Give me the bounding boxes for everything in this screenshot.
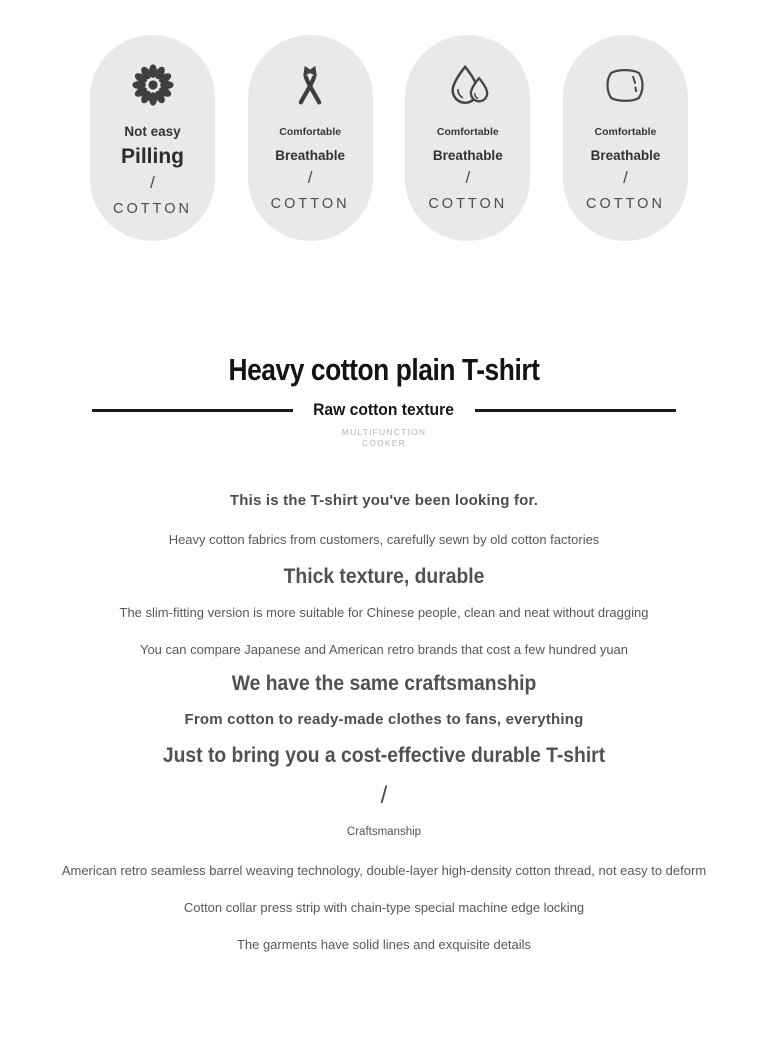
water-drops-icon xyxy=(445,61,491,109)
badge-keyword: Breathable xyxy=(432,148,503,163)
tagline-line2: COOKER xyxy=(361,437,407,448)
description-heading: Just to bring you a cost-effective durable T-shirt xyxy=(162,744,606,767)
description-line: Heavy cotton fabrics from customers, carefully sewn by old cotton factories xyxy=(168,532,600,547)
section-divider xyxy=(0,400,768,420)
badge-material: COTTON xyxy=(113,201,192,217)
badge-caption: Comfortable xyxy=(436,126,499,138)
badge-slash: / xyxy=(623,168,628,187)
pillow-icon xyxy=(602,61,648,109)
badge-keyword: Breathable xyxy=(590,148,661,163)
page-title: Heavy cotton plain T-shirt xyxy=(228,352,540,387)
description-line: The garments have solid lines and exquisite details xyxy=(236,937,532,952)
description-heading: Thick texture, durable xyxy=(283,565,485,588)
description-heading: We have the same craftsmanship xyxy=(231,672,537,695)
feature-badge-breathable-2 xyxy=(405,35,530,241)
slash-separator: / xyxy=(380,782,388,809)
feature-badge-breathable-3 xyxy=(563,35,688,241)
product-detail-page xyxy=(0,35,768,1059)
badge-slash: / xyxy=(150,173,155,192)
divider-line-left xyxy=(92,409,293,412)
badge-material: COTTON xyxy=(428,196,508,212)
feature-badges-row xyxy=(90,35,688,241)
description-line: Cotton collar press strip with chain-type special machine edge locking xyxy=(183,900,585,915)
crossed-arrows-icon xyxy=(288,61,332,109)
flower-icon xyxy=(130,61,176,109)
description-line: You can compare Japanese and American retro brands that cost a few hundred yuan xyxy=(139,642,629,657)
badge-slash: / xyxy=(465,168,471,187)
description xyxy=(0,492,768,953)
badge-slash: / xyxy=(307,168,313,187)
feature-badge-breathable-1 xyxy=(248,35,373,241)
description-line: American retro seamless barrel weaving technology, double-layer high-density cotton thread, not easy to deform xyxy=(61,863,707,878)
description-line: From cotton to ready-made clothes to fans, everything xyxy=(184,711,584,728)
divider-line-right xyxy=(475,409,676,412)
description-line: The slim-fitting version is more suitable for Chinese people, clean and neat without dragging xyxy=(119,605,649,620)
feature-badge-pilling xyxy=(90,35,215,241)
divider-label: Raw cotton texture xyxy=(313,400,455,419)
description-line: Craftsmanship xyxy=(346,826,422,838)
badge-material: COTTON xyxy=(585,196,665,212)
badge-caption: Not easy xyxy=(124,124,181,139)
tagline-line1: MULTIFUNCTION xyxy=(341,427,427,437)
tagline xyxy=(0,427,768,448)
badge-caption: Comfortable xyxy=(279,126,342,138)
badge-keyword: Breathable xyxy=(275,148,346,163)
badge-keyword: Pilling xyxy=(121,145,184,168)
badge-caption: Comfortable xyxy=(594,126,657,138)
badge-material: COTTON xyxy=(270,196,350,212)
description-line: This is the T-shirt you've been looking for. xyxy=(229,492,539,509)
